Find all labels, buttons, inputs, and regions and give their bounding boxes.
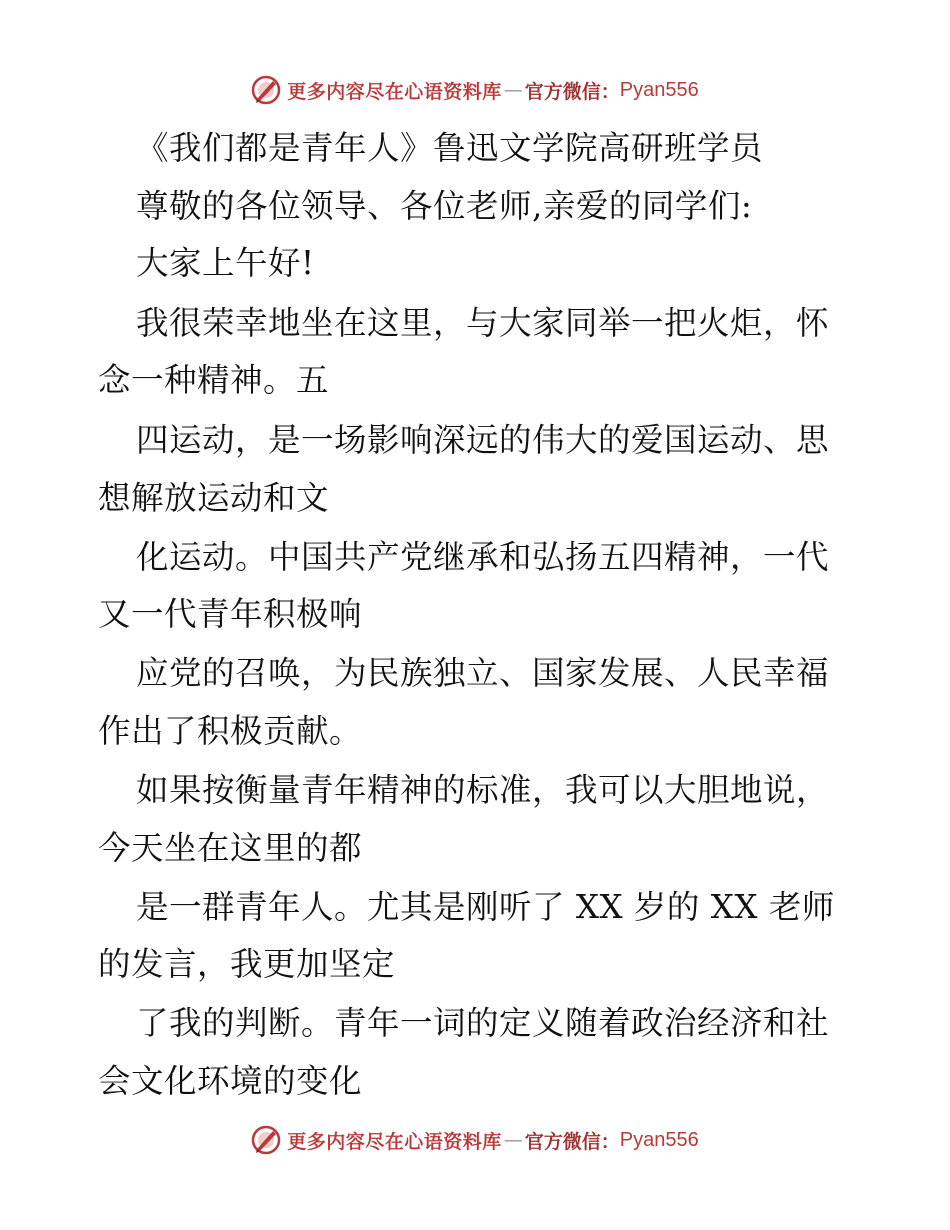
footer-separator: — bbox=[503, 1129, 523, 1151]
quill-logo-icon bbox=[251, 75, 281, 105]
footer-brand-text: 更多内容尽在心语资料库 bbox=[287, 1130, 502, 1153]
paragraph-line: 念一种精神。五 bbox=[98, 361, 330, 399]
document-title: 《我们都是青年人》鲁迅文学院高研班学员 bbox=[136, 129, 764, 167]
paragraph-line: 今天坐在这里的都 bbox=[98, 829, 363, 867]
footer-banner bbox=[0, 1120, 950, 1160]
header-brand-text: 更多内容尽在心语资料库 bbox=[287, 80, 502, 103]
quill-logo-icon bbox=[251, 1125, 281, 1155]
paragraph-line: 会文化环境的变化 bbox=[98, 1062, 363, 1100]
paragraph-line: 又一代青年积极响 bbox=[98, 595, 363, 633]
footer-wechat-id: Pyan556 bbox=[619, 1128, 699, 1151]
paragraph-line: 想解放运动和文 bbox=[98, 479, 330, 517]
paragraph-line: 了我的判断。青年一词的定义随着政治经济和社 bbox=[136, 1004, 830, 1042]
header-separator: — bbox=[503, 79, 523, 101]
salutation: 尊敬的各位领导、各位老师,亲爱的同学们: bbox=[136, 187, 753, 225]
paragraph-line: 是一群青年人。尤其是刚听了 XX 岁的 XX 老师 bbox=[136, 888, 835, 926]
header-wechat-label: 官方微信： bbox=[524, 80, 620, 103]
paragraph-line: 我很荣幸地坐在这里，与大家同举一把火炬，怀 bbox=[136, 304, 830, 342]
header-wechat-id: Pyan556 bbox=[619, 78, 699, 101]
paragraph-line: 化运动。中国共产党继承和弘扬五四精神，一代 bbox=[136, 538, 830, 576]
greeting: 大家上午好! bbox=[136, 244, 315, 282]
paragraph-line: 作出了积极贡献。 bbox=[98, 712, 363, 750]
paragraph-line: 如果按衡量青年精神的标准，我可以大胆地说， bbox=[136, 771, 830, 809]
paragraph-line: 四运动，是一场影响深远的伟大的爱国运动、思 bbox=[136, 421, 830, 459]
header-banner bbox=[0, 70, 950, 110]
paragraph-line: 应党的召唤，为民族独立、国家发展、人民幸福 bbox=[136, 654, 830, 692]
paragraph-line: 的发言，我更加坚定 bbox=[98, 945, 396, 983]
footer-wechat-label: 官方微信： bbox=[524, 1130, 620, 1153]
